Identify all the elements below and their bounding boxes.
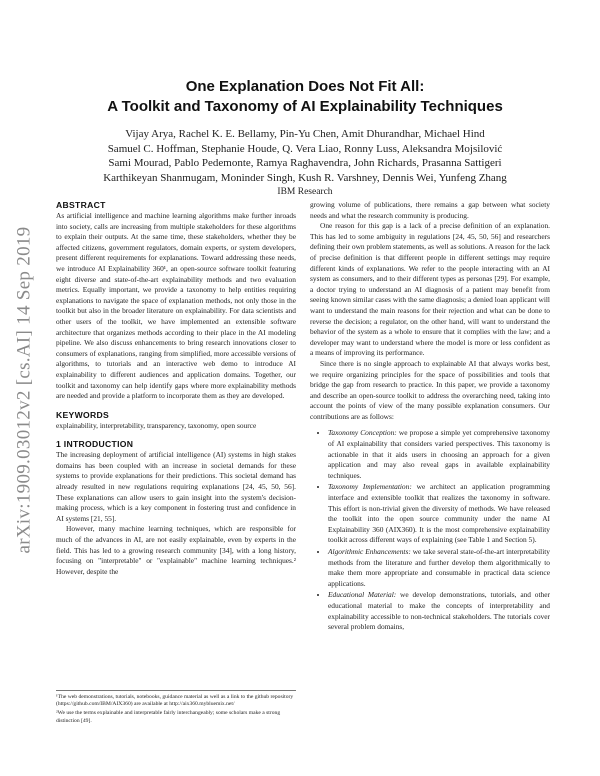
paper-title bbox=[60, 77, 550, 117]
contributions-list bbox=[310, 428, 550, 632]
author-line-3: Sami Mourad, Pablo Pedemonte, Ramya Raghavendra, John Richards, Prasanna Sattigeri bbox=[108, 157, 502, 169]
author-line-4: Karthikeyan Shanmugam, Moninder Singh, Kush R. Varshney, Dennis Wei, Yunfeng Zhang bbox=[103, 171, 507, 184]
abstract-heading: ABSTRACT bbox=[56, 200, 106, 210]
left-column bbox=[56, 200, 296, 577]
footnote-2: ²We use the terms explainable and interpretable fairly interchangeably; some scholars make a strong distinction [49]. bbox=[56, 710, 281, 724]
contribution-item: • Taxonomy Implementation: we architect an application programming interface and extensible toolkit that realizes the taxonomy in software. This effort is non-trivial given the diversity of methods. We have released the toolkit into the open source community under the name AI Explainability 360 (AIX360). It is the most comprehensive explainability toolkit across different ways of explaining (see Table 1 and Section 5). bbox=[328, 482, 550, 546]
contribution-item: • Algorithmic Enhancements: we take several state-of-the-art interpretability methods from the literature and further develop them algorithmically to make them more appropriate and consumable in practical data science applications. bbox=[328, 547, 550, 589]
title-line-2: A Toolkit and Taxonomy of AI Explainability Techniques bbox=[107, 98, 503, 115]
right-column bbox=[310, 200, 550, 634]
right-paragraph-3: Since there is no single approach to explainable AI that always works best, we require organizing principles for the space of possibilities and tools that bridge the gap from research to practice. In this paper, we provide a taxonomy and describe an open-source toolkit to address the overarching need, taking into account the points of view of the many possible explanation consumers. Our contributions are as follows: bbox=[310, 358, 550, 421]
footnote-1: ¹The web demonstrations, tutorials, notebooks, guidance material as well as a link to the github repository (https://github.com/IBM/AIX360) are available at http://aix360.mybluemix.net/ bbox=[56, 694, 294, 708]
footnotes bbox=[56, 690, 296, 727]
author-line-1: Vijay Arya, Rachel K. E. Bellamy, Pin-Yu Chen, Amit Dhurandhar, Michael Hind bbox=[125, 128, 485, 140]
right-paragraph-2: One reason for this gap is a lack of a precise definition of an explanation. This has led to some ambiguity in regulations [24, 45, 50, 56] and researchers defining their own problem statements, as well as solutions. A reason for the lack of precise definition is that different people in different settings may require different kinds of explanations. We refer to the people interacting with an AI system as consumers, and to their different types as personas [29]. For example, a doctor trying to understand an AI diagnosis of a patient may benefit from seeing known similar cases with the same diagnosis; a denied loan applicant will want to understand the main reasons for their rejection and what can be done to reverse the decision; a regulator, on the other hand, will want to understand the behavior of the system as a whole to ensure that it complies with the law; and a developer may want to understand where the model is more or less confident as a means of improving its performance. bbox=[310, 221, 550, 358]
arxiv-stamp-text: arXiv:1909.03012v2 [cs.AI] 14 Sep 2019 bbox=[13, 226, 34, 554]
abstract-text: As artificial intelligence and machine learning algorithms make further inroads into society, calls are increasing from multiple stakeholders for these algorithms to explain their outputs. At the same time, these stakeholders, whether they be affected citizens, government regulators, domain experts, or system developers, present different requirements for explanations. Toward addressing these needs, we introduce AI Explainability 360¹, an open-source software toolkit featuring eight diverse and state-of-the-art explainability methods and two evaluation metrics. Equally important, we provide a taxonomy to help entities requiring explanations to navigate the space of explanation methods, not only those in the toolkit but also in the broader literature on explainability. For data scientists and other users of the toolkit, we have implemented an extensible software architecture that organizes methods according to their place in the AI modeling pipeline. We also discuss enhancements to bring research innovations closer to consumers of explanations, ranging from simplified, more accessible versions of algorithms, to tutorials and an interactive web demo to introduce AI explainability to different audiences and application domains. Together, our toolkit and taxonomy can help identify gaps where more explainability methods are needed and provide a platform to incorporate them as they are developed. bbox=[56, 211, 296, 401]
intro-paragraph-2: However, many machine learning techniques, which are responsible for much of the advances in AI, are not easily explainable, even by experts in the field. This has led to a growing research community [34], with a long history, focusing on "interpretable" or "explainable" machine learning techniques.² However, despite the bbox=[56, 524, 296, 576]
affiliation: IBM Research bbox=[277, 187, 333, 197]
keywords-text: explainability, interpretability, transparency, taxonomy, open source bbox=[56, 420, 257, 430]
title-line-1: One Explanation Does Not Fit All: bbox=[185, 78, 425, 95]
author-line-2: Samuel C. Hoffman, Stephanie Houde, Q. Vera Liao, Ronny Luss, Aleksandra Mojsilović bbox=[107, 142, 503, 155]
introduction-heading: 1 INTRODUCTION bbox=[56, 439, 134, 450]
intro-paragraph-1: The increasing deployment of artificial intelligence (AI) systems in high stakes domains has been coupled with an increase in societal demands for these systems to provide explanations for their predictions. This societal demand has already resulted in new regulations requiring explanations [24, 45, 50, 56]. These explanations can allow users to gain insight into the system's decision-making process, which is a key component in fostering trust and confidence in AI systems [21, 55]. bbox=[56, 450, 296, 523]
contribution-item: • Educational Material: we develop demonstrations, tutorials, and other educational material to make the concepts of interpretability and explainability accessible to non-technical stakeholders. The tutorials cover several problem domains, bbox=[328, 590, 550, 632]
author-block bbox=[60, 127, 550, 200]
right-paragraph-1: growing volume of publications, there remains a gap between what society needs and what the research community is producing. bbox=[310, 200, 550, 220]
contribution-item: • Taxonomy Conception: we propose a simple yet comprehensive taxonomy of AI explainability that considers varied perspectives. This taxonomy is actionable in that it aids users in choosing an approach for a given application and may also reveal gaps in available explainability techniques. bbox=[328, 428, 550, 481]
keywords-heading: KEYWORDS bbox=[56, 409, 110, 420]
arxiv-stamp bbox=[6, 190, 42, 590]
